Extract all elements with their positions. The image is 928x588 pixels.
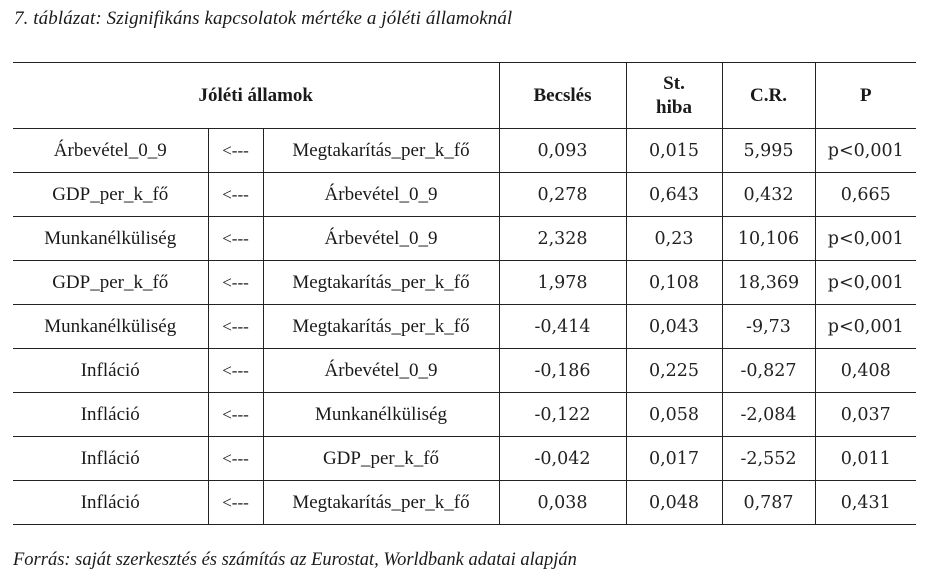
cell-independent: Árbevétel_0_9: [263, 173, 499, 217]
header-std-error-line2: hiba: [656, 96, 692, 118]
header-group: Jóléti államok: [13, 63, 499, 129]
cell-estimate: -0,122: [499, 393, 626, 437]
source-note: Forrás: saját szerkesztés és számítás az Eurostat, Worldbank adatai alapján: [13, 550, 577, 570]
cell-cr: -9,73: [722, 305, 815, 349]
table-row: [13, 305, 916, 349]
cell-std-error: 0,015: [626, 129, 722, 173]
cell-estimate: 1,978: [499, 261, 626, 305]
cell-cr: -2,552: [722, 437, 815, 481]
header-p: P: [815, 63, 916, 129]
cell-p: p<0,001: [815, 129, 916, 173]
cell-independent: Árbevétel_0_9: [263, 217, 499, 261]
cell-dependent: Infláció: [13, 349, 208, 393]
table-caption: 7. táblázat: Szignifikáns kapcsolatok mértéke a jóléti államoknál: [14, 8, 513, 29]
header-cr: C.R.: [722, 63, 815, 129]
cell-arrow: <---: [208, 393, 263, 437]
table-row: [13, 481, 916, 525]
cell-p: 0,011: [815, 437, 916, 481]
cell-independent: Megtakarítás_per_k_fő: [263, 305, 499, 349]
table-row: [13, 261, 916, 305]
cell-p: 0,408: [815, 349, 916, 393]
table-row: [13, 437, 916, 481]
cell-cr: -2,084: [722, 393, 815, 437]
cell-std-error: 0,043: [626, 305, 722, 349]
cell-cr: 5,995: [722, 129, 815, 173]
cell-dependent: Munkanélküliség: [13, 305, 208, 349]
cell-arrow: <---: [208, 437, 263, 481]
cell-estimate: 0,278: [499, 173, 626, 217]
header-std-error-line1: St.: [663, 72, 685, 94]
cell-independent: Munkanélküliség: [263, 393, 499, 437]
cell-std-error: 0,017: [626, 437, 722, 481]
results-table: [13, 62, 916, 525]
cell-arrow: <---: [208, 481, 263, 525]
cell-cr: 0,432: [722, 173, 815, 217]
table-row: [13, 217, 916, 261]
cell-independent: Megtakarítás_per_k_fő: [263, 481, 499, 525]
cell-arrow: <---: [208, 305, 263, 349]
cell-dependent: Munkanélküliség: [13, 217, 208, 261]
cell-dependent: Infláció: [13, 393, 208, 437]
header-estimate: Becslés: [499, 63, 626, 129]
cell-p: 0,665: [815, 173, 916, 217]
cell-dependent: GDP_per_k_fő: [13, 173, 208, 217]
table-row: [13, 349, 916, 393]
table-row: [13, 393, 916, 437]
cell-p: 0,431: [815, 481, 916, 525]
cell-p: p<0,001: [815, 305, 916, 349]
cell-dependent: Árbevétel_0_9: [13, 129, 208, 173]
cell-std-error: 0,058: [626, 393, 722, 437]
cell-p: p<0,001: [815, 217, 916, 261]
cell-estimate: -0,414: [499, 305, 626, 349]
cell-cr: 18,369: [722, 261, 815, 305]
cell-estimate: 2,328: [499, 217, 626, 261]
cell-std-error: 0,225: [626, 349, 722, 393]
cell-std-error: 0,048: [626, 481, 722, 525]
table-row: [13, 173, 916, 217]
cell-dependent: Infláció: [13, 481, 208, 525]
cell-arrow: <---: [208, 261, 263, 305]
cell-cr: 0,787: [722, 481, 815, 525]
cell-arrow: <---: [208, 173, 263, 217]
header-std-error: [626, 63, 722, 129]
cell-independent: GDP_per_k_fő: [263, 437, 499, 481]
cell-cr: -0,827: [722, 349, 815, 393]
cell-estimate: -0,042: [499, 437, 626, 481]
cell-estimate: 0,038: [499, 481, 626, 525]
cell-p: p<0,001: [815, 261, 916, 305]
cell-arrow: <---: [208, 349, 263, 393]
cell-independent: Megtakarítás_per_k_fő: [263, 129, 499, 173]
cell-std-error: 0,643: [626, 173, 722, 217]
table-row: [13, 129, 916, 173]
cell-arrow: <---: [208, 129, 263, 173]
cell-independent: Árbevétel_0_9: [263, 349, 499, 393]
cell-independent: Megtakarítás_per_k_fő: [263, 261, 499, 305]
cell-arrow: <---: [208, 217, 263, 261]
cell-cr: 10,106: [722, 217, 815, 261]
cell-estimate: 0,093: [499, 129, 626, 173]
cell-estimate: -0,186: [499, 349, 626, 393]
cell-dependent: Infláció: [13, 437, 208, 481]
cell-dependent: GDP_per_k_fő: [13, 261, 208, 305]
cell-p: 0,037: [815, 393, 916, 437]
cell-std-error: 0,108: [626, 261, 722, 305]
header-row: [13, 63, 916, 129]
cell-std-error: 0,23: [626, 217, 722, 261]
